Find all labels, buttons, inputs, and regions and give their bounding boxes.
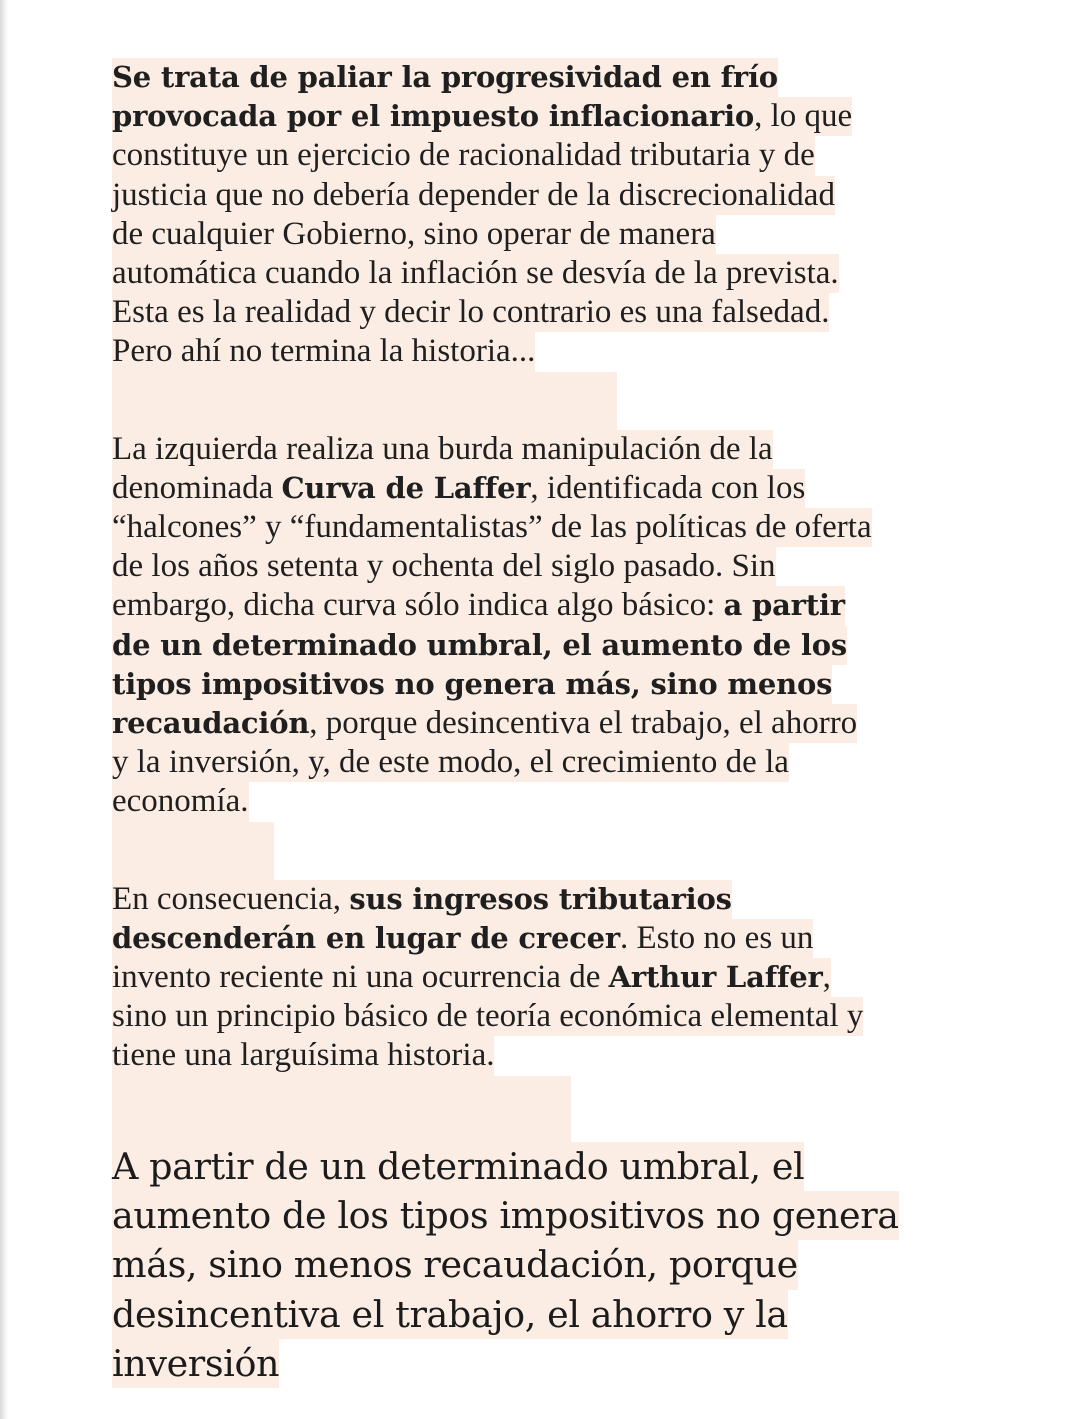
pull-quote-line: inversión (112, 1339, 279, 1388)
paragraph-line (112, 665, 832, 704)
bold-phrase: Curva de Laffer (281, 470, 531, 505)
bold-phrase: Arthur Laffer (608, 960, 823, 995)
paragraph-line (112, 626, 847, 665)
pull-quote (112, 1142, 1012, 1388)
paragraph-line: “halcones” y “fundamentalistas” de las políticas de oferta (112, 508, 872, 547)
paragraph-line: y la inversión, y, de este modo, el crecimiento de la (112, 743, 789, 782)
paragraph-line: tiene una larguísima historia. (112, 1036, 494, 1075)
paragraph-line: recaudación, porque desincentiva el trabajo, el ahorro (112, 704, 857, 743)
bold-phrase: de un determinado umbral, el aumento de los (112, 627, 847, 662)
paragraph-line: constituye un ejercicio de racionalidad tributaria y de (112, 136, 815, 175)
paragraph-line: de cualquier Gobierno, sino operar de manera (112, 215, 716, 254)
paragraph-gap (112, 372, 617, 430)
paragraph-line: justicia que no debería depender de la discrecionalidad (112, 176, 835, 215)
paragraph-line: En consecuencia, sus ingresos tributarios (112, 880, 732, 919)
paragraph-line: descenderán en lugar de crecer. Esto no es un (112, 919, 813, 958)
paragraph-line: sino un principio básico de teoría económica elemental y (112, 997, 863, 1036)
paragraph-consecuencia (112, 880, 1012, 1076)
bold-phrase: sus ingresos tributarios (349, 881, 732, 916)
bold-phrase: a partir (723, 588, 845, 623)
paragraph-curva-laffer (112, 430, 1012, 822)
bold-phrase: descenderán en lugar de crecer (112, 920, 620, 955)
paragraph-line: automática cuando la inflación se desvía de la prevista. (112, 254, 839, 293)
paragraph-line: de los años setenta y ochenta del siglo pasado. Sin (112, 547, 776, 586)
page-left-edge (0, 0, 8, 1419)
bold-phrase: recaudación (112, 706, 310, 741)
pull-quote-line: desincentiva el trabajo, el ahorro y la (112, 1290, 788, 1339)
article-body (112, 58, 1012, 1388)
paragraph-progresividad (112, 58, 1012, 372)
pull-quote-line: A partir de un determinado umbral, el (112, 1142, 804, 1191)
paragraph-line: embargo, dicha curva sólo indica algo básico: a partir (112, 586, 845, 625)
bold-phrase: tipos impositivos no genera más, sino menos (112, 666, 833, 701)
pull-quote-line: aumento de los tipos impositivos no genera (112, 1191, 899, 1240)
paragraph-line: denominada Curva de Laffer, identificada con los (112, 469, 805, 508)
paragraph-gap (112, 1076, 571, 1142)
paragraph-line: economía. (112, 782, 249, 821)
paragraph-line: Pero ahí no termina la historia... (112, 332, 535, 371)
pull-quote-line: más, sino menos recaudación, porque (112, 1240, 798, 1289)
paragraph-line: invento reciente ni una ocurrencia de Arthur Laffer, (112, 958, 831, 997)
bold-phrase: Se trata de paliar la progresividad en frío (112, 60, 778, 94)
paragraph-line: provocada por el impuesto inflacionario, lo que (112, 97, 852, 136)
paragraph-line: Esta es la realidad y decir lo contrario es una falsedad. (112, 293, 829, 332)
bold-phrase: provocada por el impuesto inflacionario (112, 99, 755, 134)
paragraph-line: La izquierda realiza una burda manipulación de la (112, 430, 773, 469)
paragraph-gap (112, 822, 274, 880)
paragraph-line (112, 58, 778, 97)
